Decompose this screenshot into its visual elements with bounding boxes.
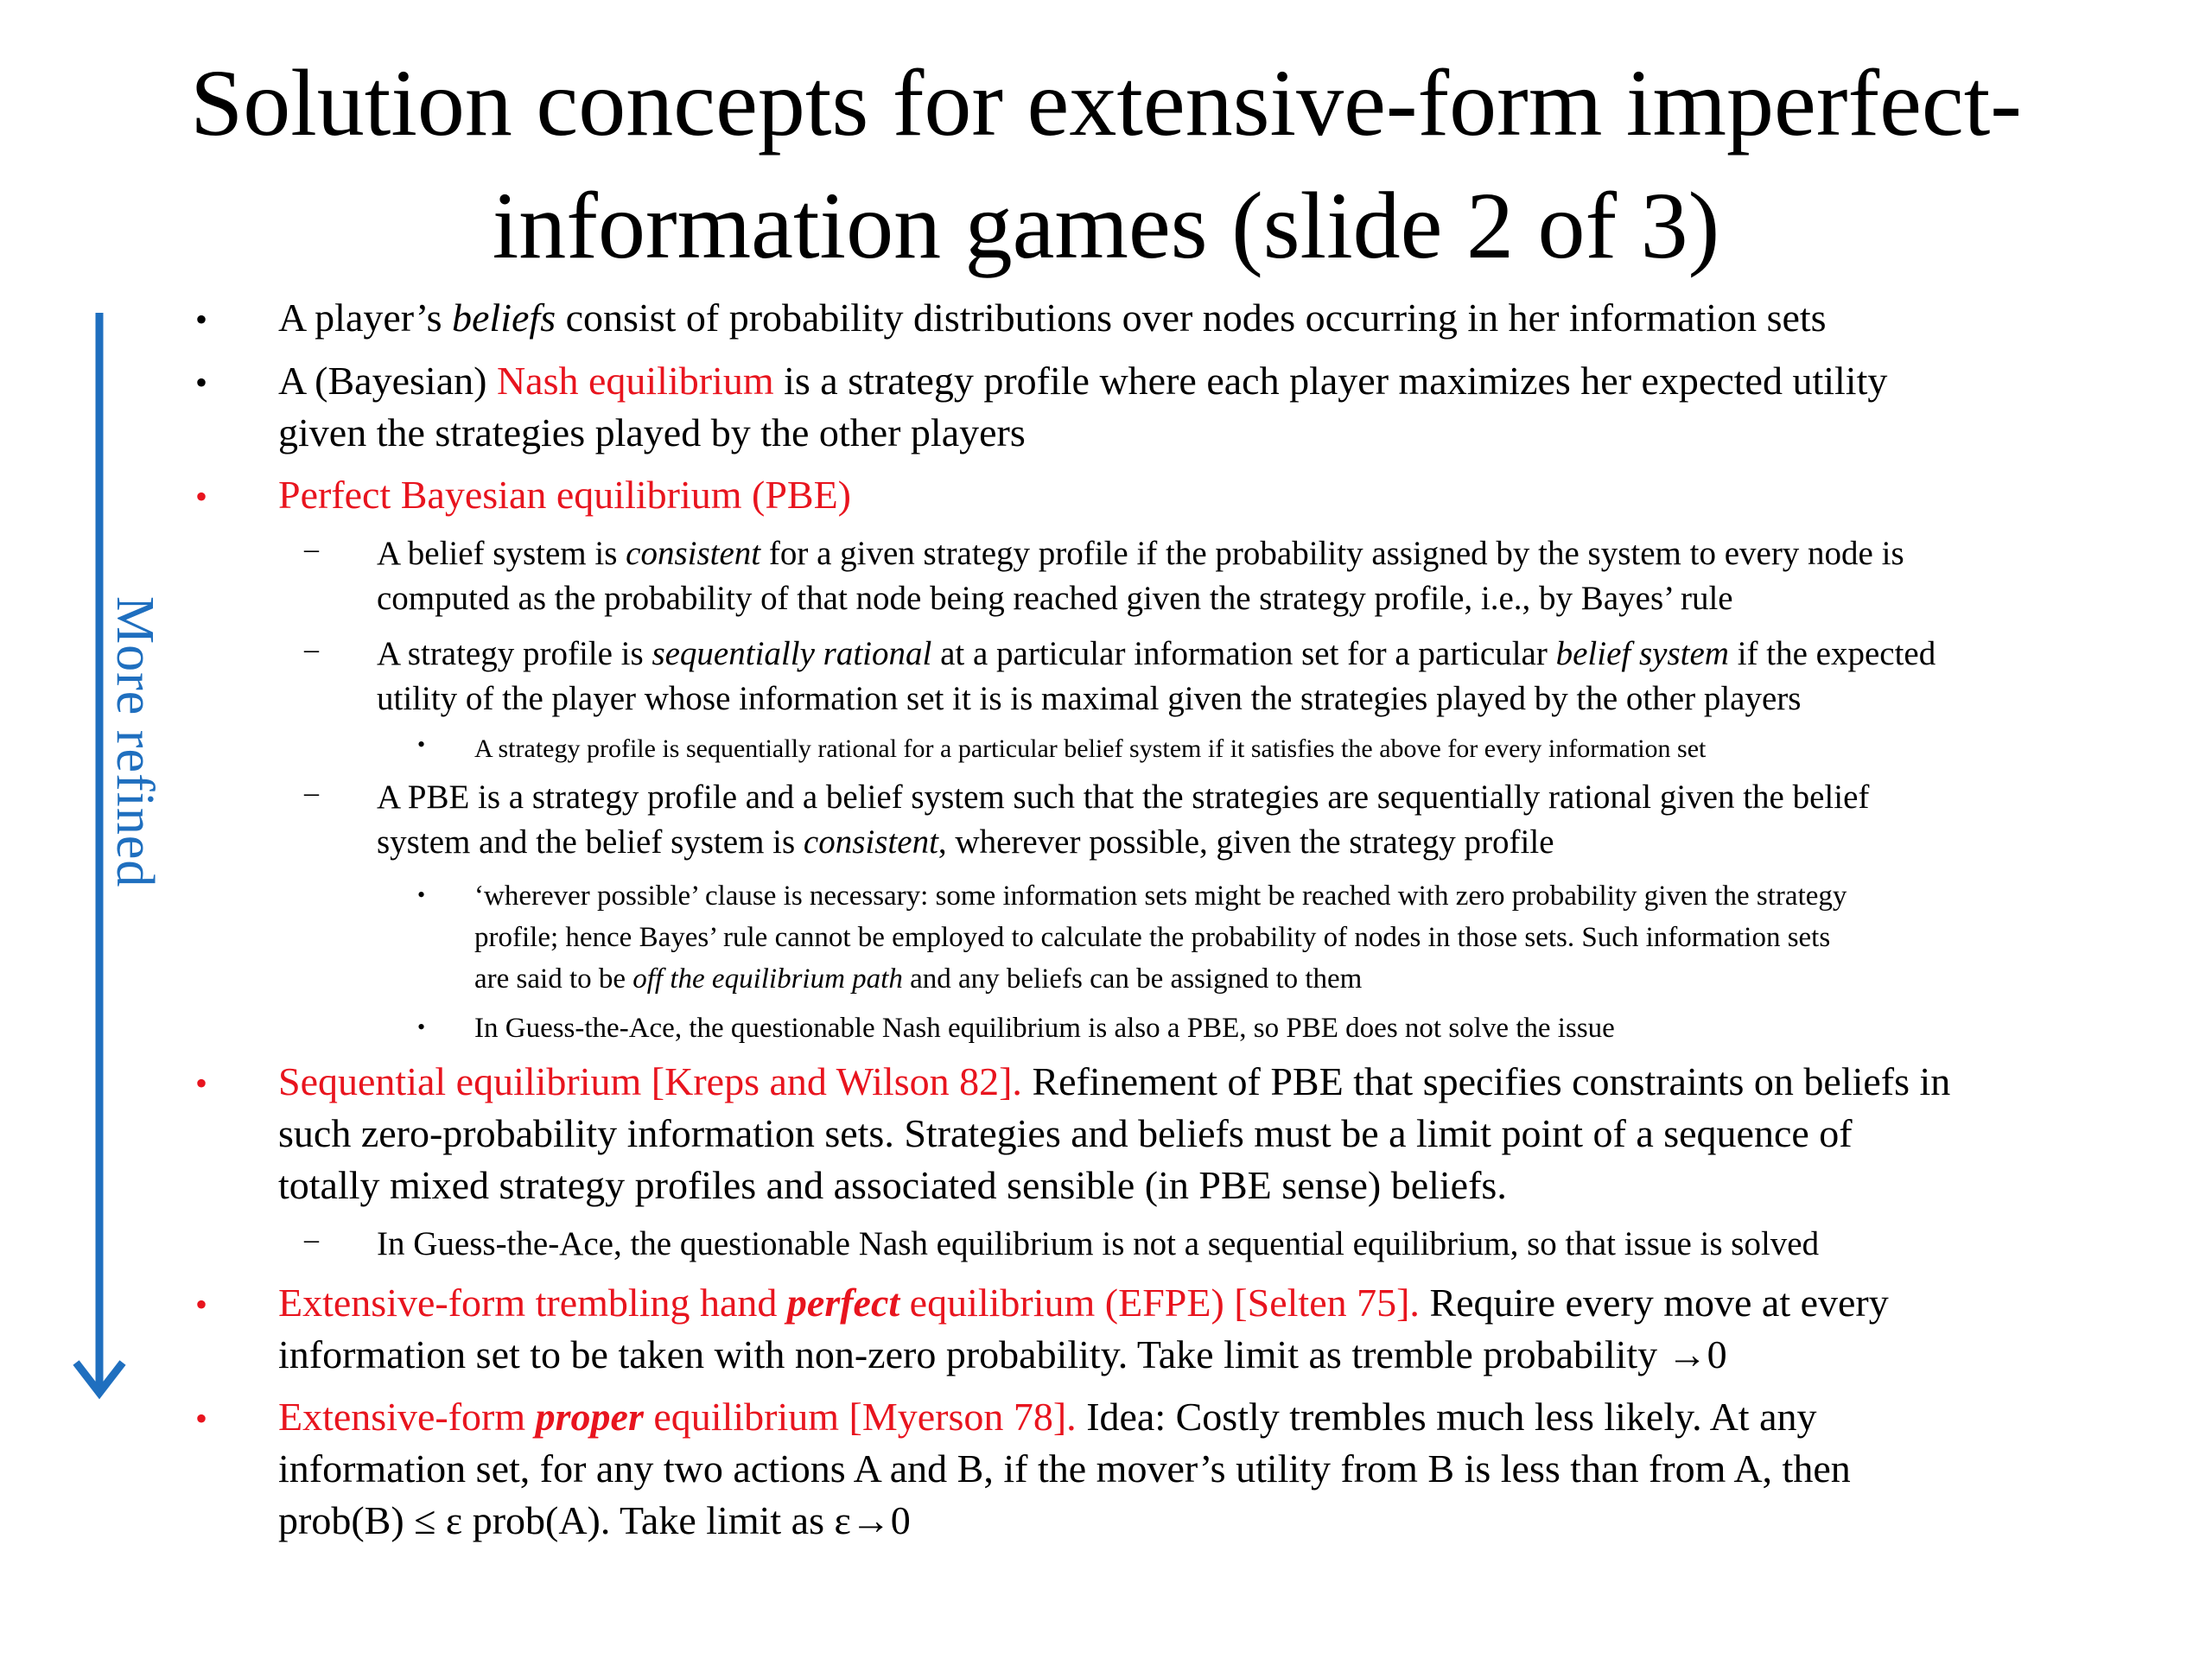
proper-item-line-3: prob(B) ≤ ε prob(A). Take limit as ε→0 — [278, 1498, 911, 1542]
pbe-definition-item: A PBE is a strategy profile and a belief system such that the strategies are sequentially rational given the belief — [377, 779, 1870, 816]
slide-title — [0, 41, 2212, 287]
wherever-possible-line-2: profile; hence Bayes’ rule cannot be employed to calculate the probability of nodes in those sets. Such information sets — [474, 922, 1831, 953]
wherever-possible-line-1: ‘wherever possible’ clause is necessary: some information sets might be reached with zero probability given the strategy — [474, 880, 1847, 912]
sequential-rational-subitem: A strategy profile is sequentially rational for a particular belief system if it satisfies the above for every information set — [474, 734, 1707, 763]
sequential-item: Sequential equilibrium [Kreps and Wilson 82]. Refinement of PBE that specifies constraints on beliefs in — [278, 1059, 1951, 1103]
dash-icon: – — [304, 1224, 319, 1255]
bullet-icon: • — [195, 1399, 208, 1438]
guess-the-ace-sequential-item: In Guess-the-Ace, the questionable Nash equilibrium is not a sequential equilibrium, so that issue is solved — [377, 1225, 1820, 1262]
bullet-icon: • — [195, 363, 208, 402]
bullet-icon: • — [195, 1285, 208, 1324]
efpe-item-line-2: information set to be taken with non-zero probability. Take limit as tremble probability →0 — [278, 1332, 1727, 1376]
bullet-icon: • — [195, 477, 208, 516]
beliefs-item: A player’s beliefs consist of probability distributions over nodes occurring in her information sets — [278, 296, 1827, 340]
title-line-2: information games (slide 2 of 3) — [492, 173, 1720, 278]
efpe-item: Extensive-form trembling hand perfect equilibrium (EFPE) [Selten 75]. Require every move at every — [278, 1281, 1889, 1325]
dash-icon: – — [304, 533, 319, 565]
sequential-rational-item: A strategy profile is sequentially rational at a particular information set for a particular belief system if the expected — [377, 635, 1936, 672]
dash-icon: – — [304, 633, 319, 665]
title-line-1: Solution concepts for extensive-form imperfect- — [190, 50, 2022, 156]
sequential-term: Sequential equilibrium [Kreps and Wilson 82]. — [278, 1059, 1022, 1103]
sequential-item-line-2: such zero-probability information sets. Strategies and beliefs must be a limit point of a sequence of — [278, 1111, 1853, 1155]
nash-item: A (Bayesian) Nash equilibrium is a strategy profile where each player maximizes her expected utility — [278, 359, 1888, 403]
dash-icon: – — [304, 777, 319, 809]
guess-the-ace-pbe-item: In Guess-the-Ace, the questionable Nash equilibrium is also a PBE, so PBE does not solve the issue — [474, 1013, 1615, 1044]
consistent-item-line-2: computed as the probability of that node being reached given the strategy profile, i.e., by Bayes’ rule — [377, 580, 1733, 617]
sub-bullet-icon: • — [417, 1014, 426, 1039]
sequential-item-line-3: totally mixed strategy profiles and associated sensible (in PBE sense) beliefs. — [278, 1163, 1507, 1207]
pbe-definition-item-line-2: system and the belief system is consistent, wherever possible, given the strategy profile — [377, 823, 1554, 861]
more-refined-label: More refined — [105, 596, 164, 888]
sub-bullet-icon: • — [417, 732, 426, 757]
wherever-possible-line-3: are said to be off the equilibrium path and any beliefs can be assigned to them — [474, 963, 1363, 995]
proper-item: Extensive-form proper equilibrium [Myerson 78]. Idea: Costly trembles much less likely. At any — [278, 1395, 1817, 1439]
nash-item-line-2: given the strategies played by the other players — [278, 410, 1026, 454]
nash-term: Nash equilibrium — [496, 359, 774, 403]
bullet-icon: • — [195, 300, 208, 339]
proper-item-line-2: information set, for any two actions A and B, if the mover’s utility from B is less than from A, then — [278, 1446, 1851, 1491]
consistent-item: A belief system is consistent for a given strategy profile if the probability assigned by the system to every node is — [377, 535, 1904, 572]
pbe-heading: Perfect Bayesian equilibrium (PBE) — [278, 473, 852, 517]
sub-bullet-icon: • — [417, 882, 426, 907]
sequential-rational-item-line-2: utility of the player whose information set it is is maximal given the strategies played by the other players — [377, 680, 1802, 717]
bullet-icon: • — [195, 1064, 208, 1103]
